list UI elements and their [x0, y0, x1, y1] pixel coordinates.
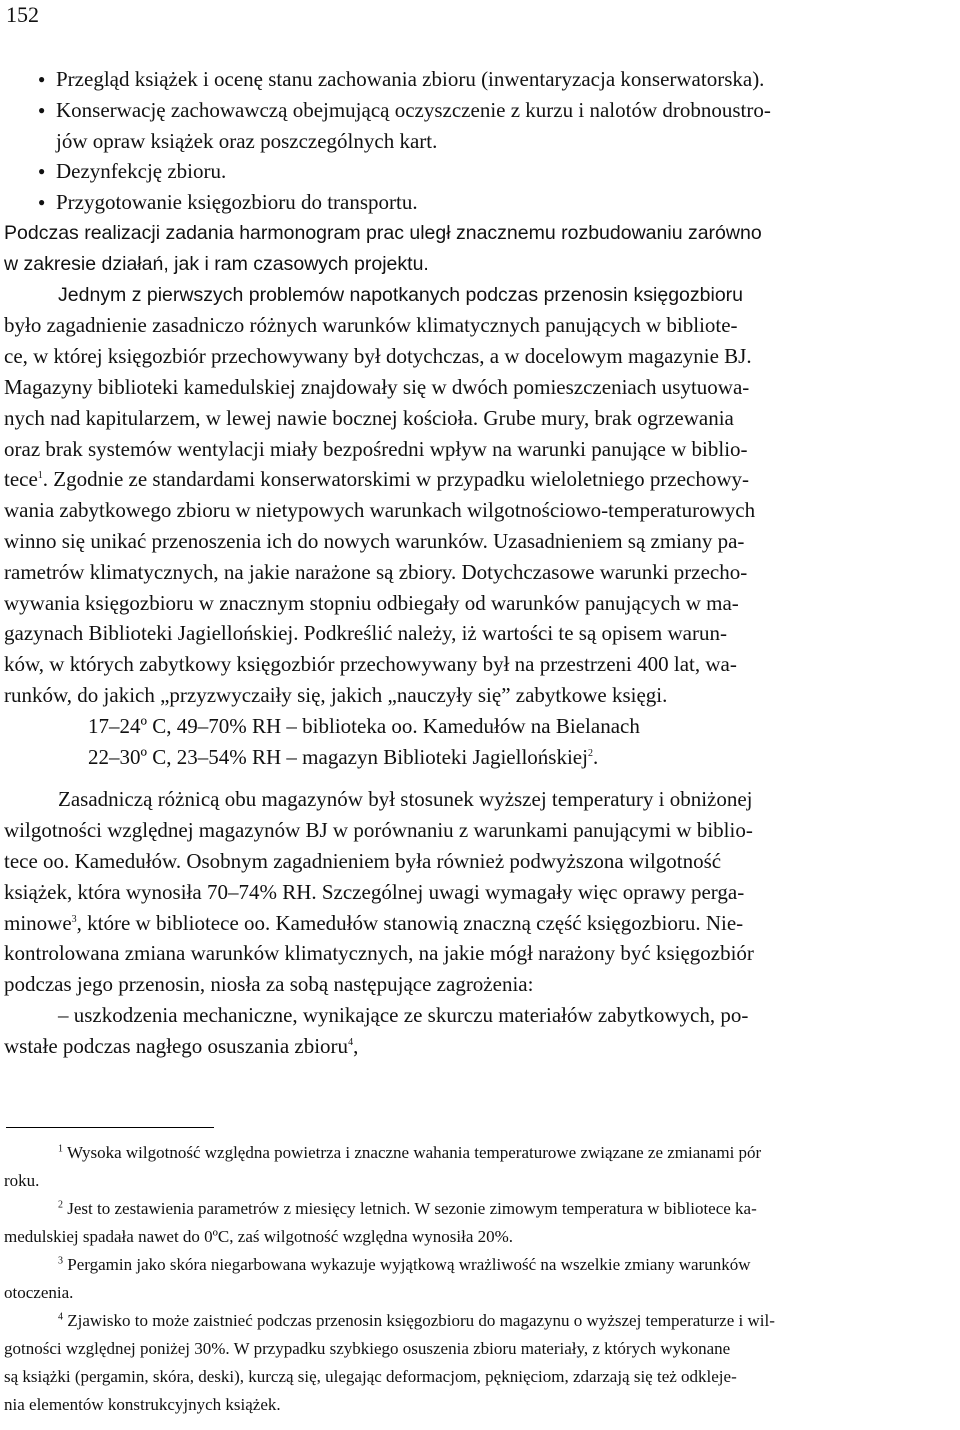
paragraph-line: ków, w których zabytkowy księgozbiór przechowywany był na przestrzeni 400 lat, wa-: [4, 652, 737, 677]
footnote-line: medulskiej spadała nawet do 0ºC, zaś wilgotność względna wynosiła 20%.: [4, 1227, 514, 1246]
paragraph-line: oraz brak systemów wentylacji miały bezpośredni wpływ na warunki panujące w biblio-: [4, 436, 748, 461]
paragraph-line: w zakresie działań, jak i ram czasowych projektu.: [4, 252, 429, 275]
footnote-line: otoczenia.: [4, 1283, 74, 1302]
paragraph-line: książek, która wynosiła 70–74% RH. Szczególnej uwagi wymagały więc oprawy perga-: [4, 879, 745, 904]
paragraph-line: wilgotności względnej magazynów BJ w porównaniu z warunkami panującymi w biblio-: [4, 818, 753, 843]
paragraph-line: Zasadniczą różnicą obu magazynów był stosunek wyższej temperatury i obniżonej: [58, 787, 753, 812]
bullet-continuation: jów opraw książek oraz poszczególnych kart.: [56, 128, 438, 153]
paragraph-line: wstałe podczas nagłego osuszania zbioru$^4$,: [4, 1033, 359, 1058]
paragraph-line: nych nad kapitularzem, w lewej nawie bocznej kościoła. Grube mury, brak ogrzewania: [4, 405, 734, 430]
paragraph-line: tece$^1$. Zgodnie ze standardami konserwatorskimi w przypadku wieloletniego przechowy-: [4, 467, 749, 492]
bullet-item: ● Dezynfekcję zbioru.: [4, 156, 954, 187]
footnotes: [4, 1139, 954, 1419]
dash-item: – uszkodzenia mechaniczne, wynikające ze skurczu materiałów zabytkowych, po-: [58, 1002, 749, 1027]
body-text: [4, 64, 954, 1062]
paragraph-line: wywania księgozbioru w znacznym stopniu odbiegały od warunków panujących w ma-: [4, 590, 739, 615]
paragraph-line: tece oo. Kamedułów. Osobnym zagadnieniem była również podwyższona wilgotność: [4, 848, 722, 873]
climate-row: 17–24º C, 49–70% RH – biblioteka oo. Kamedułów na Bielanach: [88, 713, 640, 738]
paragraph-line: podczas jego przenosin, niosła za sobą następujące zagrożenia:: [4, 972, 534, 997]
footnote-line: roku.: [4, 1171, 40, 1190]
footnote-line: $^2$ Jest to zestawienia parametrów z miesięcy letnich. W sezonie zimowym temperatura w bibliotece ka-: [58, 1199, 757, 1218]
footnote-ref: 2: [587, 747, 593, 759]
bullet-item: ● Przygotowanie księgozbioru do transportu.: [4, 187, 954, 218]
footnote-line: są książki (pergamin, skóra, deski), kurczą się, ulegając deformacjom, pęknięciom, zdarzają się też odkleje-: [4, 1367, 737, 1386]
paragraph-line: winno się unikać przenoszenia ich do nowych warunków. Uzasadnieniem są zmiany pa-: [4, 528, 745, 553]
bullet-item: ● Przegląd książek i ocenę stanu zachowania zbioru (inwentaryzacja konserwatorska).: [4, 64, 954, 95]
paragraph-line: gazynach Biblioteki Jagiellońskiej. Podkreślić należy, iż wartości te są opisem warun-: [4, 621, 727, 646]
paragraph-line: rametrów klimatycznych, na jakie narażone są zbiory. Dotychczasowe warunki przecho-: [4, 559, 748, 584]
paragraph-line: runków, do jakich „przyzwyczaiły się, jakich „nauczyły się” zabytkowe księgi.: [4, 682, 668, 707]
footnote-ref: 1: [37, 470, 43, 482]
footnote-line: $^1$ Wysoka wilgotność względna powietrza i znaczne wahania temperaturowe związane ze zmianami pór: [58, 1143, 762, 1162]
paragraph-line: Podczas realizacji zadania harmonogram prac uległ znacznemu rozbudowaniu zarówno: [4, 221, 762, 244]
footnote-line: gotności względnej poniżej 30%. W przypadku szybkiego osuszenia zbioru materiały, z których wykonane: [4, 1339, 731, 1358]
page-number: 152: [6, 2, 39, 27]
paragraph-line: kontrolowana zmiana warunków klimatycznych, na jakie mógł narażony być księgozbiór: [4, 941, 754, 966]
paragraph-line: Jednym z pierwszych problemów napotkanych podczas przenosin księgozbioru: [58, 283, 744, 306]
footnote-line: $^3$ Pergamin jako skóra niegarbowana wykazuje wyjątkową wrażliwość na wszelkie zmiany warunków: [58, 1255, 751, 1274]
footnote-line: nia elementów konstrukcyjnych książek.: [4, 1395, 281, 1414]
climate-row: 22–30º C, 23–54% RH – magazyn Biblioteki Jagiellońskiej$^2$.: [88, 744, 599, 769]
footnote-line: $^4$ Zjawisko to może zaistnieć podczas przenosin księgozbioru do magazynu o wyższej temperaturze i wil-: [58, 1311, 775, 1330]
paragraph-line: ce, w której księgozbiór przechowywany był dotychczas, a w docelowym magazynie BJ.: [4, 344, 752, 369]
footnote-ref: 4: [348, 1036, 354, 1048]
footnote-separator: [6, 1127, 214, 1128]
paragraph-line: wania zabytkowego zbioru w nietypowych warunkach wilgotnościowo-temperaturowych: [4, 498, 756, 523]
paragraph-line: minowe$^3$, które w bibliotece oo. Kamedułów stanowią znaczną część księgozbioru. Nie-: [4, 910, 744, 935]
paragraph-line: było zagadnienie zasadniczo różnych warunków klimatycznych panujących w bibliote-: [4, 313, 738, 338]
footnote-ref: 3: [71, 913, 77, 925]
paragraph-line: Magazyny biblioteki kamedulskiej znajdowały się w dwóch pomieszczeniach usytuowa-: [4, 374, 750, 399]
bullet-item: ● Konserwację zachowawczą obejmującą oczyszczenie z kurzu i nalotów drobnoustro-: [4, 95, 954, 126]
